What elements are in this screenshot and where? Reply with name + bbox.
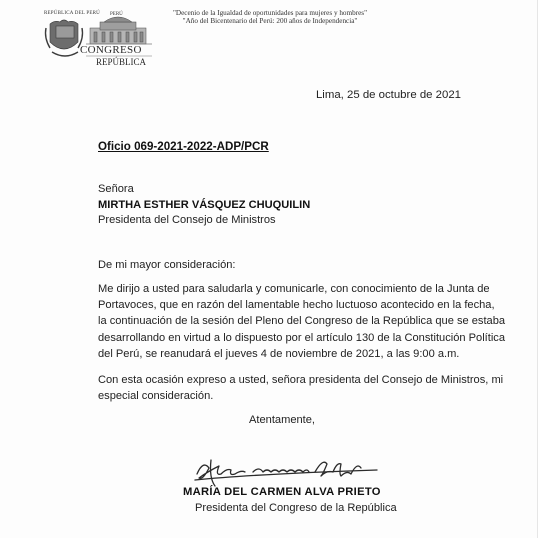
body-paragraph-2 [98, 372, 504, 404]
body-paragraph-1-line-3: la continuación de la sesión del Pleno del Congreso de la República que se estaba [98, 315, 506, 328]
body-paragraph-1-line-4: desarrollando en virtud a lo dispuesto por el artículo 130 de la Constitución Política [98, 331, 506, 344]
signatory-title: Presidenta del Congreso de la República [195, 502, 397, 514]
closing: Atentamente, [249, 414, 315, 426]
body-paragraph-1 [98, 281, 506, 362]
body-paragraph-1-line-1: Me dirijo a usted para saludarla y comunicarle, con conocimiento de la Junta de [98, 283, 490, 295]
seal-top-right-text: PERÚ [110, 12, 123, 17]
reference-number: Oficio 069-2021-2022-ADP/PCR [98, 140, 269, 153]
body-paragraph-2-line-2: especial consideración. [98, 390, 214, 403]
motto-line-1: "Decenio de la Igualdad de oportunidades para mujeres y hombres" [172, 9, 368, 17]
signatory-name: MARÍA DEL CARMEN ALVA PRIETO [183, 486, 381, 498]
letter-date: Lima, 25 de octubre de 2021 [315, 89, 461, 101]
seal-top-left-text: REPÚBLICA DEL PERÚ [44, 11, 100, 16]
motto-line-2: "Año del Bicentenario del Perú: 200 años de Independencia" [182, 17, 358, 25]
recipient-name: MIRTHA ESTHER VÁSQUEZ CHUQUILIN [98, 199, 311, 211]
recipient-title: Presidenta del Consejo de Ministros [98, 214, 276, 226]
seal-word-republica: REPÚBLICA [96, 57, 147, 67]
greeting: De mi mayor consideración: [98, 259, 236, 271]
body-paragraph-1-line-2: Portavoces, que en razón del lamentable hecho luctuoso acontecido en la fecha, [98, 299, 495, 312]
seal-word-congreso: CONGRESO [80, 44, 142, 56]
body-paragraph-2-line-1: Con esta ocasión expreso a usted, señora presidenta del Consejo de Ministros, mi [98, 374, 504, 386]
recipient-salutation: Señora [98, 183, 134, 195]
body-paragraph-1-line-5: del Perú, se reanudará el jueves 4 de noviembre de 2021, a las 9:00 a.m. [98, 347, 460, 360]
